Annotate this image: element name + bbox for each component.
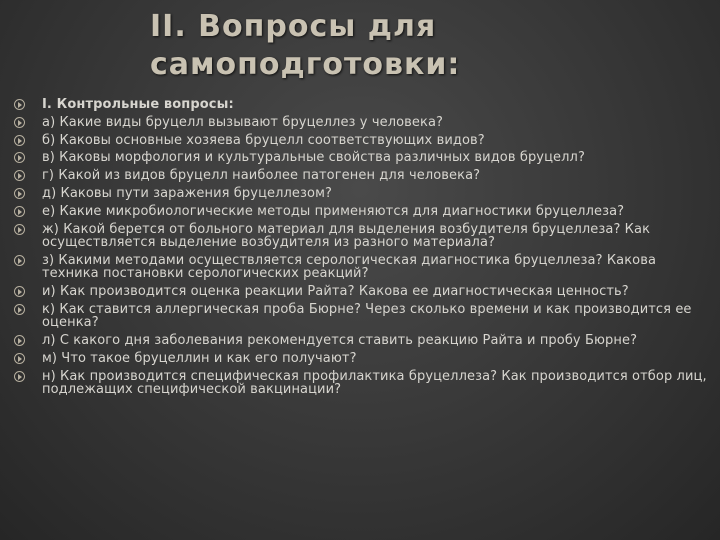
circle-arrow-bullet-icon xyxy=(14,224,25,235)
list-item xyxy=(14,303,714,330)
list-item-text: в) Каковы морфология и культуральные свойства различных видов бруцелл? xyxy=(42,150,585,166)
list-item-text: к) Как ставится аллергическая проба Бюрне? Через сколько времени и как производится ее оценка? xyxy=(42,301,692,331)
list-item xyxy=(14,151,714,164)
list-item xyxy=(14,116,714,129)
list-item xyxy=(14,334,714,347)
list-item-text: н) Как производится специфическая профилактика бруцеллеза? Как производится отбор лиц, подлежащих специфической вакцинации? xyxy=(42,368,707,397)
list-item xyxy=(14,285,714,298)
list-item-text: и) Как производится оценка реакции Райта? Какова ее диагностическая ценность? xyxy=(42,283,629,299)
list-item xyxy=(14,187,714,200)
circle-arrow-bullet-icon xyxy=(14,99,25,110)
list-item xyxy=(14,254,714,281)
circle-arrow-bullet-icon xyxy=(14,170,25,181)
circle-arrow-bullet-icon xyxy=(14,286,25,297)
list-item-text: м) Что такое бруцеллин и как его получают? xyxy=(42,350,357,366)
circle-arrow-bullet-icon xyxy=(14,206,25,217)
list-item-text: е) Какие микробиологические методы применяются для диагностики бруцеллеза? xyxy=(42,203,625,219)
list-item-text: г) Какой из видов бруцелл наиболее патогенен для человека? xyxy=(42,168,481,184)
circle-arrow-bullet-icon xyxy=(14,152,25,163)
list-item-text: ж) Какой берется от больного материал для выделения возбудителя бруцеллеза? Как осуществляется выделение возбудителя из разного материала? xyxy=(42,221,651,250)
circle-arrow-bullet-icon xyxy=(14,304,25,315)
list-item xyxy=(14,205,714,218)
slide-title-line-2: самоподготовки: xyxy=(150,47,461,82)
list-item xyxy=(14,370,714,397)
circle-arrow-bullet-icon xyxy=(14,188,25,199)
circle-arrow-bullet-icon xyxy=(14,117,25,128)
list-item xyxy=(14,352,714,365)
circle-arrow-bullet-icon xyxy=(14,255,25,266)
slide-title xyxy=(150,8,670,84)
list-item xyxy=(14,169,714,182)
circle-arrow-bullet-icon xyxy=(14,371,25,382)
list-item-heading xyxy=(14,98,714,111)
list-item-text: л) С какого дня заболевания рекомендуется ставить реакцию Райта и пробу Бюрне? xyxy=(42,332,638,348)
list-item xyxy=(14,223,714,250)
list-item xyxy=(14,134,714,147)
list-item-text: д) Каковы пути заражения бруцеллезом? xyxy=(42,185,333,201)
slide-title-line-1: II. Вопросы для xyxy=(150,9,437,44)
list-item-text: з) Какими методами осуществляется серологическая диагностика бруцеллеза? Какова техника постановки серологических реакций? xyxy=(42,252,657,282)
circle-arrow-bullet-icon xyxy=(14,335,25,346)
list-item-text: б) Каковы основные хозяева бруцелл соответствующих видов? xyxy=(42,132,485,148)
list-item-text: I. Контрольные вопросы: xyxy=(42,97,234,112)
circle-arrow-bullet-icon xyxy=(14,135,25,146)
circle-arrow-bullet-icon xyxy=(14,353,25,364)
list-item-text: а) Какие виды бруцелл вызывают бруцеллез у человека? xyxy=(42,114,444,130)
questions-list xyxy=(14,98,714,401)
